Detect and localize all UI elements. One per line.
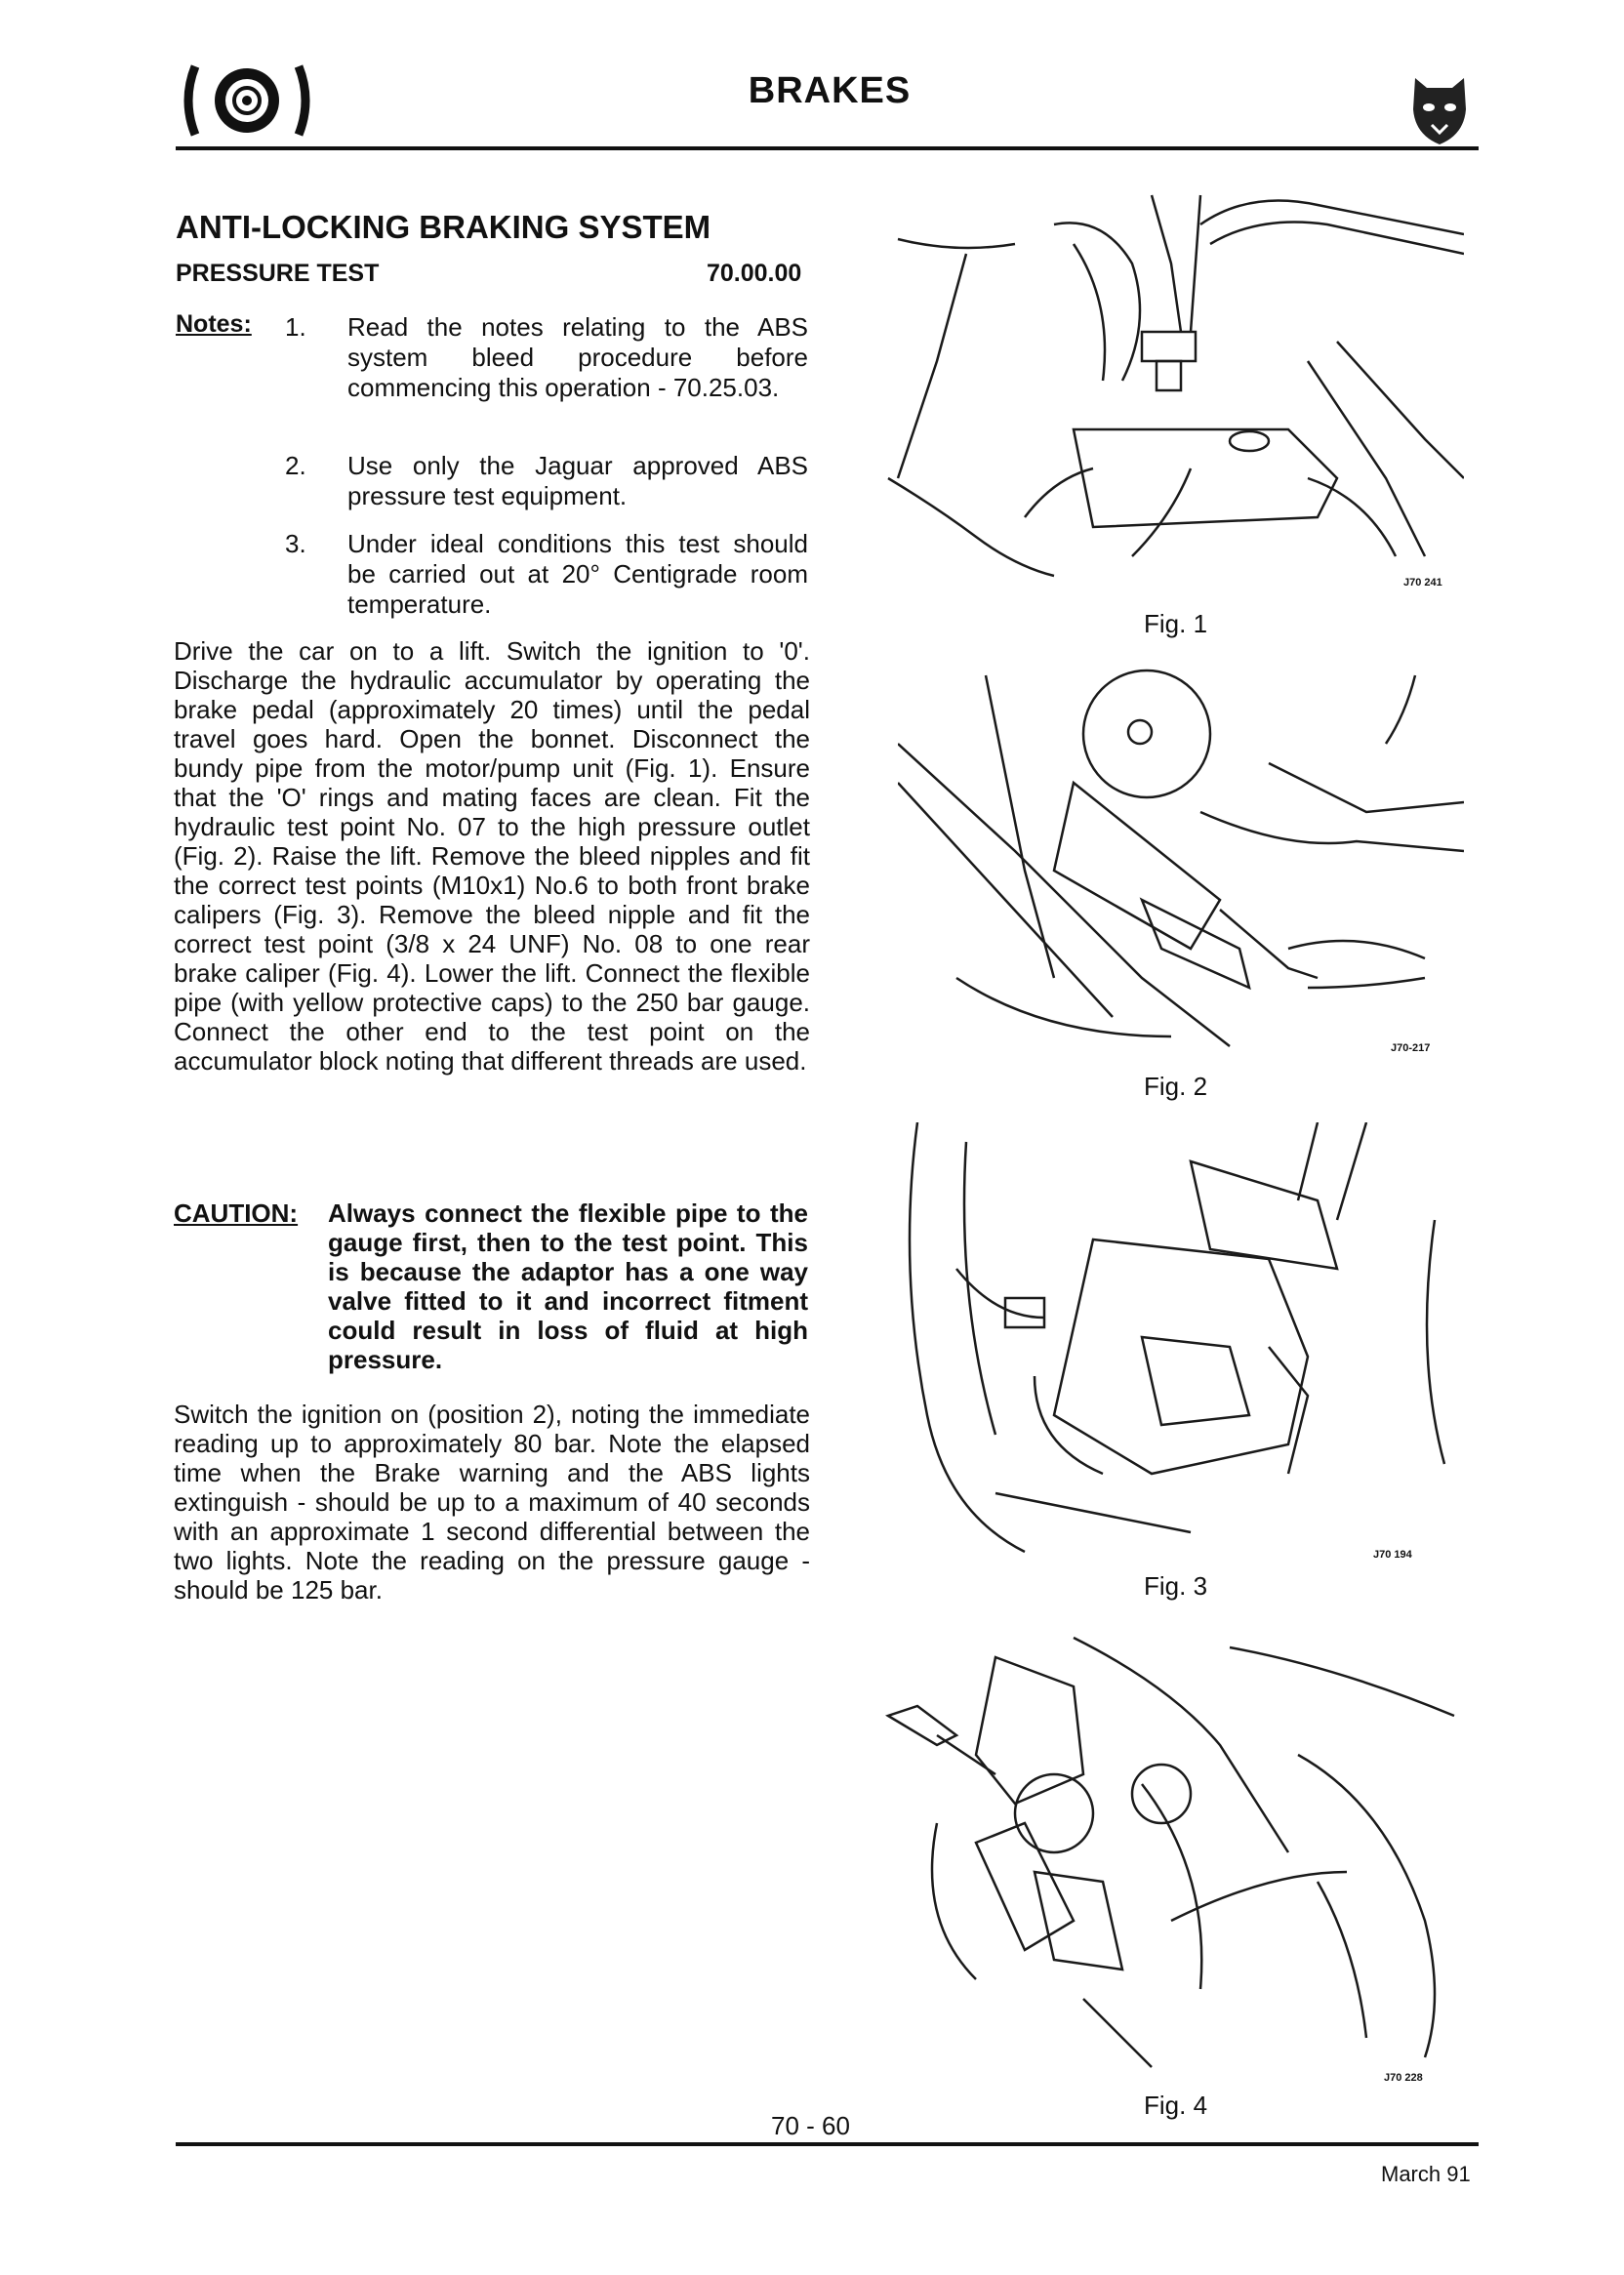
figure-caption: Fig. 1 (1144, 609, 1208, 638)
page-number: 70 - 60 (771, 2111, 850, 2140)
footer-rule (176, 2142, 1479, 2146)
note-text: Read the notes relating to the ABS system bleed procedure before commencing this operation - 70.25.03. (347, 312, 808, 402)
figure-caption: Fig. 4 (1144, 2091, 1208, 2120)
figure-caption: Fig. 2 (1144, 1072, 1208, 1101)
procedure-title: PRESSURE TEST (176, 260, 380, 287)
header-rule (176, 146, 1479, 150)
figure-code: J70-217 (1391, 1042, 1431, 1054)
figure-2-illustration (898, 656, 1464, 1056)
procedure-code: 70.00.00 (707, 260, 802, 287)
section-title: ANTI-LOCKING BRAKING SYSTEM (176, 209, 711, 245)
figure-1-illustration (878, 185, 1464, 590)
procedure-paragraph: Switch the ignition on (position 2), noting the immediate reading up to approximately 80 bar. Note the elapsed time when the Brake warning and the ABS lights extinguish - should be up to a maximum of 40 seconds with an approximate 1 second differential between the two lights. Note the reading on the pressure gauge - should be 125 bar. (174, 1400, 810, 1605)
figure-4-illustration (878, 1628, 1464, 2087)
notes-label: Notes: (176, 310, 252, 338)
figure-code: J70 241 (1403, 577, 1442, 589)
figure-code: J70 228 (1384, 2072, 1423, 2084)
note-number: 3. (285, 529, 306, 558)
brake-disc-icon (174, 57, 320, 144)
figure-3-illustration (898, 1122, 1464, 1562)
note-number: 2. (285, 451, 306, 480)
note-text: Under ideal conditions this test should be carried out at 20° Centigrade room temperature. (347, 529, 808, 619)
issue-date: March 91 (1381, 2162, 1471, 2186)
procedure-paragraph: Drive the car on to a lift. Switch the ignition to '0'. Discharge the hydraulic accumulator by operating the brake pedal (approximately 20 times) until the pedal travel goes hard. Open the bonnet. Disconnect the bundy pipe from the motor/pump unit (Fig. 1). Ensure that the 'O' rings and mating faces are clean. Fit the hydraulic test point No. 07 to the high pressure outlet (Fig. 2). Raise the lift. Remove the bleed nipples and fit the correct test points (M10x1) No.6 to both front brake calipers (Fig. 3). Remove the bleed nipple and fit the correct test point (3/8 x 24 UNF) No. 08 to one rear brake caliper (Fig. 4). Lower the lift. Connect the flexible pipe (with yellow protective caps) to the 250 bar gauge. Connect the other end to the test point on the accumulator block noting that different threads are used. (174, 636, 810, 1076)
caution-text: Always connect the flexible pipe to the gauge first, then to the test point. This is because the adaptor has a one way valve fitted to it and incorrect fitment could result in loss of fluid at high pressure. (328, 1198, 808, 1374)
note-number: 1. (285, 312, 306, 342)
note-text: Use only the Jaguar approved ABS pressure test equipment. (347, 451, 808, 510)
jaguar-head-icon (1405, 70, 1474, 148)
figure-caption: Fig. 3 (1144, 1571, 1208, 1601)
caution-label: CAUTION: (174, 1198, 299, 1228)
figure-code: J70 194 (1373, 1549, 1412, 1561)
page-header-title: BRAKES (748, 70, 912, 111)
